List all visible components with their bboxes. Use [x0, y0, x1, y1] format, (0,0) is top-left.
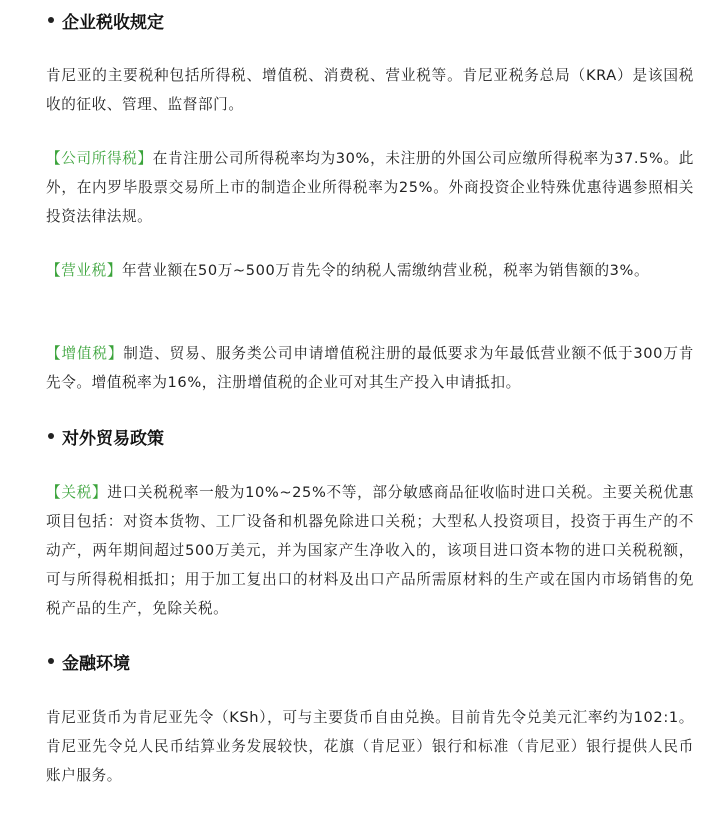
paragraph-tariff: [46, 478, 694, 623]
bullet-icon: [48, 658, 54, 664]
paragraph-corporate-income-tax: [46, 144, 694, 231]
paragraph-text: 制造、贸易、服务类公司申请增值税注册的最低要求为年最低营业额不低于300万肯先令。增值税率为16%，注册增值税的企业可对其生产投入申请抵扣。: [46, 345, 694, 391]
paragraph-business-tax: [46, 256, 694, 285]
paragraph-tag: 【营业税】: [46, 262, 122, 279]
section-heading-label: 金融环境: [62, 653, 130, 674]
section-heading-label: 企业税收规定: [62, 12, 164, 33]
paragraph-tax-overview: [46, 61, 694, 119]
section-heading-finance: [46, 641, 130, 681]
section-heading-label: 对外贸易政策: [62, 428, 164, 449]
paragraph-tag: 【增值税】: [46, 345, 124, 362]
paragraph-tag: 【公司所得税】: [46, 150, 153, 167]
bullet-icon: [48, 433, 54, 439]
paragraph-text: 年营业额在50万~500万肯先令的纳税人需缴纳营业税，税率为销售额的3%。: [121, 262, 650, 279]
paragraph-text: 肯尼亚的主要税种包括所得税、增值税、消费税、营业税等。肯尼亚税务总局（KRA）是该国税收的征收、管理、监督部门。: [46, 67, 694, 113]
section-heading-trade: [46, 416, 164, 456]
paragraph-tag: 【关税】: [46, 484, 108, 501]
bullet-icon: [48, 17, 54, 23]
paragraph-text: 肯尼亚货币为肯尼亚先令（KSh），可与主要货币自由兑换。目前肯先令兑美元汇率约为102:1。肯尼亚先令兑人民币结算业务发展较快，花旗（肯尼亚）银行和标准（肯尼亚）银行提供人民币账户服务。: [46, 709, 694, 784]
paragraph-vat: [46, 339, 694, 397]
paragraph-currency: [46, 703, 694, 790]
paragraph-text: 在肯注册公司所得税率均为30%，未注册的外国公司应缴所得税率为37.5%。此外，在内罗毕股票交易所上市的制造企业所得税率为25%。外商投资企业特殊优惠待遇参照相关投资法律法规。: [46, 150, 694, 225]
paragraph-text: 进口关税税率一般为10%~25%不等，部分敏感商品征收临时进口关税。主要关税优惠项目包括：对资本货物、工厂设备和机器免除进口关税；大型私人投资项目，投资于再生产的不动产，两年期间超过500万美元，并为国家产生净收入的，该项目进口资本物的进口关税税额，可与所得税相抵扣；用于加工复出口的材料及出口产品所需原材料的生产或在国内市场销售的免税产品的生产，免除关税。: [46, 484, 694, 617]
section-heading-tax: [46, 0, 164, 40]
